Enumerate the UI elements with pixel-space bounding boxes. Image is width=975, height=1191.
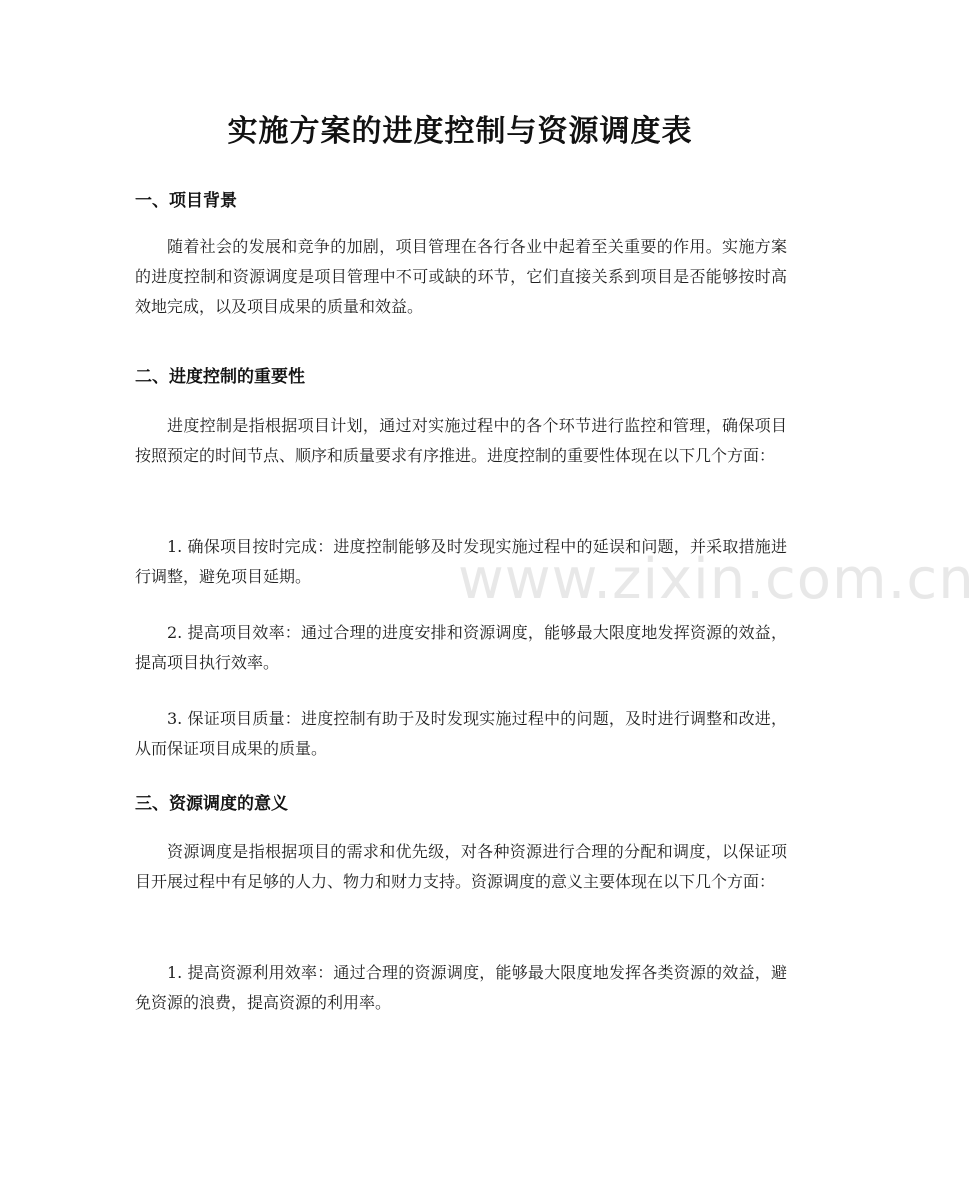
- section-heading-background: 一、项目背景: [135, 191, 237, 211]
- document-title: 实施方案的进度控制与资源调度表: [227, 114, 693, 149]
- watermark-text: www.zixin.com.cn: [458, 547, 975, 612]
- paragraph-background: 随着社会的发展和竞争的加剧，项目管理在各行各业中起着至关重要的作用。实施方案的进度控制和资源调度是项目管理中不可或缺的环节，它们直接关系到项目是否能够按时高效地完成，以及项目成果的质量和效益。: [135, 237, 787, 316]
- section-heading-progress-control: 二、进度控制的重要性: [135, 367, 305, 387]
- list-item-resource-efficiency: 1. 提高资源利用效率：通过合理的资源调度，能够最大限度地发挥各类资源的效益，避免资源的浪费，提高资源的利用率。: [135, 963, 787, 1012]
- paragraph-resource-intro: 资源调度是指根据项目的需求和优先级，对各种资源进行合理的分配和调度，以保证项目开展过程中有足够的人力、物力和财力支持。资源调度的意义主要体现在以下几个方面：: [135, 842, 787, 891]
- paragraph-progress-intro: 进度控制是指根据项目计划，通过对实施过程中的各个环节进行监控和管理，确保项目按照预定的时间节点、顺序和质量要求有序推进。进度控制的重要性体现在以下几个方面：: [135, 416, 787, 465]
- list-item-efficiency: 2. 提高项目效率：通过合理的进度安排和资源调度，能够最大限度地发挥资源的效益，提高项目执行效率。: [135, 623, 787, 672]
- list-item-on-time: 1. 确保项目按时完成：进度控制能够及时发现实施过程中的延误和问题，并采取措施进行调整，避免项目延期。: [135, 537, 787, 586]
- section-heading-resource-scheduling: 三、资源调度的意义: [135, 794, 288, 814]
- list-item-quality: 3. 保证项目质量：进度控制有助于及时发现实施过程中的问题，及时进行调整和改进，从而保证项目成果的质量。: [135, 709, 787, 758]
